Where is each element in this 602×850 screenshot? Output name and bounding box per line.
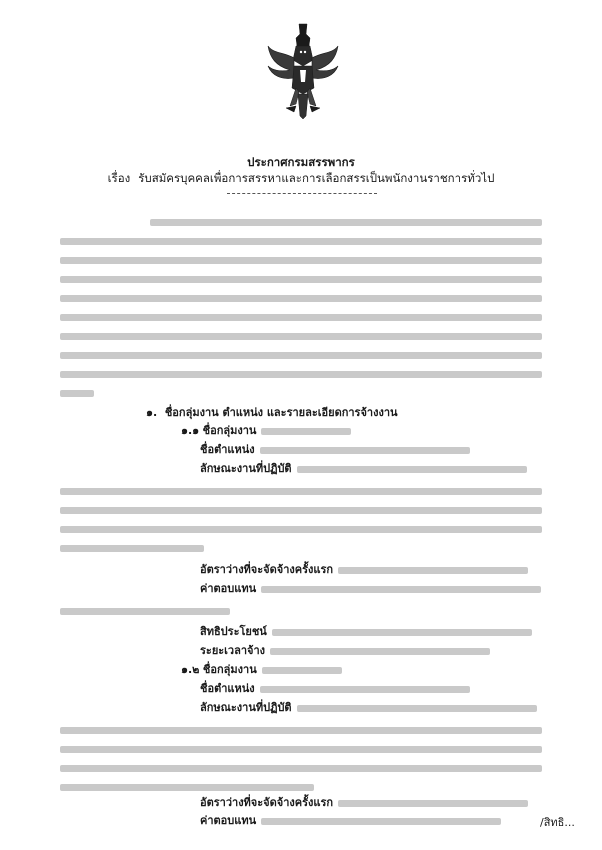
s12-vacancy-line: อัตราว่างที่จะจัดจ้างครั้งแรก <box>200 796 528 810</box>
section-1-heading: ๑. ชื่อกลุ่มงาน ตำแหน่ง และรายละเอียดการจ้างงาน <box>146 406 398 419</box>
s11-position-line: ชื่อตำแหน่ง <box>200 443 470 457</box>
title-divider <box>227 193 377 194</box>
garuda-emblem <box>266 22 340 120</box>
s12-pay-line: ค่าตอบแทน <box>200 814 501 828</box>
s11-group-line: ๑.๑ ชื่อกลุ่มงาน <box>181 424 351 438</box>
announcement-title: ประกาศกรมสรรพากร <box>247 155 355 169</box>
subject-label: เรื่อง <box>107 171 131 185</box>
s11-benefit-line: สิทธิประโยชน์ <box>200 625 532 639</box>
announcement-subject <box>0 170 602 188</box>
s11-duty-line: ลักษณะงานที่ปฏิบัติ <box>200 462 527 476</box>
subject-text: รับสมัครบุคคลเพื่อการสรรหาและการเลือกสรรเป็นพนักงานราชการทั่วไป <box>138 171 495 185</box>
s11-pay-line: ค่าตอบแทน <box>200 582 541 596</box>
s12-group-line: ๑.๒ ชื่อกลุ่มงาน <box>181 663 342 677</box>
s11-period-line: ระยะเวลาจ้าง <box>200 644 490 658</box>
continued-marker: /สิทธิ... <box>540 816 575 829</box>
s11-vacancy-line: อัตราว่างที่จะจัดจ้างครั้งแรก <box>200 563 528 577</box>
s12-duty-line: ลักษณะงานที่ปฏิบัติ <box>200 701 537 715</box>
s12-position-line: ชื่อตำแหน่ง <box>200 682 470 696</box>
